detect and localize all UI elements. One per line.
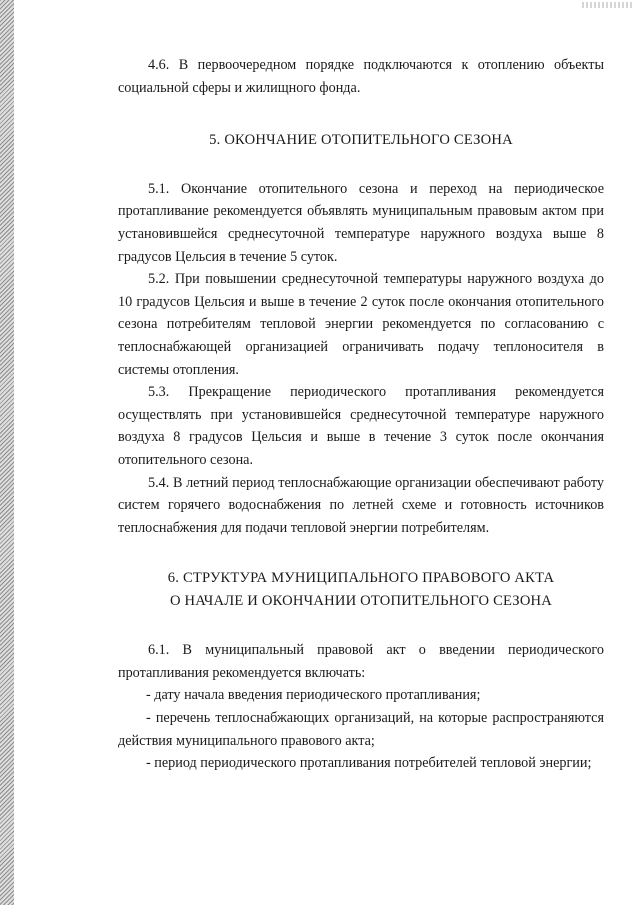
section-5-heading: 5. ОКОНЧАНИЕ ОТОПИТЕЛЬНОГО СЕЗОНА [209,132,513,149]
scan-edge-artifact [0,0,14,905]
paragraph-5-3: 5.3. Прекращение периодического протапливания рекомендуется осуществлять при установившейся среднесуточной температуре наружного воздуха 8 градусов Цельсия и выше в течение 3 суток после окончания отопительного сезона. [118,384,604,468]
section-6-heading-line-1: 6. СТРУКТУРА МУНИЦИПАЛЬНОГО ПРАВОВОГО АКТА [167,570,555,587]
list-item: - период периодического протапливания потребителей тепловой энергии; [146,755,592,772]
document-page [118,54,604,775]
paragraph-4-6: 4.6. В первоочередном порядке подключаются к отоплению объекты социальной сферы и жилищного фонда. [118,57,604,96]
section-6-heading-line-2: О НАЧАЛЕ И ОКОНЧАНИИ ОТОПИТЕЛЬНОГО СЕЗОНА [169,593,553,610]
paragraph-5-1: 5.1. Окончание отопительного сезона и переход на периодическое протапливание рекомендуется объявлять муниципальным правовым актом при установившейся среднесуточной температуре наружного воздуха выше 8 градусов Цельсия в течение 5 суток. [118,180,604,265]
section-6-heading [118,567,604,613]
paragraph-5-4: 5.4. В летний период теплоснабжающие организации обеспечивают работу систем горячего водоснабжения по летней схеме и готовность источников теплоснабжения для подачи тепловой энергии потребителям. [118,474,604,536]
paragraph-6-1: 6.1. В муниципальный правовой акт о введении периодического протапливания рекомендуется включать: [118,642,604,681]
list-item: - дату начала введения периодического протапливания; [146,687,481,704]
paragraph-5-2: 5.2. При повышении среднесуточной температуры наружного воздуха до 10 градусов Цельсия и выше в течение 2 суток после окончания отопительного сезона потребителям тепловой энергии рекомендуется по согласованию с теплоснабжающей организацией ограничивать подачу теплоносителя в системы отопления. [118,271,604,378]
list-item: - перечень теплоснабжающих организаций, на которые распространяются действия муниципального правового акта; [118,710,604,749]
scan-top-mark [582,2,634,8]
